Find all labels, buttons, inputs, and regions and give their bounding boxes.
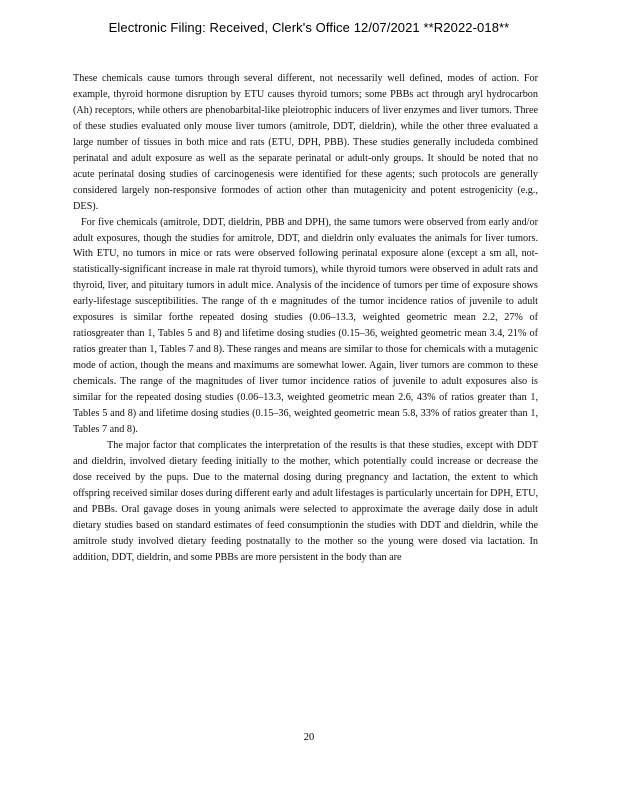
filing-header: Electronic Filing: Received, Clerk's Office 12/07/2021 **R2022-018** — [108, 20, 510, 35]
paragraph-2: For five chemicals (amitrole, DDT, dieldrin, PBB and DPH), the same tumors were observed from early and/or adult exposures, though the studies for amitrole, DDT, and dieldrin only evaluates the animals for liver tumors. With ETU, no tumors in mice or rats were observed following perinatal exposure alone (except a sm all, not-statistically-significant increase in male rat thyroid tumors), while thyroid tumors were observed in adult rats and thyroid, liver, and pituitary tumors in adult mice. Analysis of the incidence of tumors per time of exposure shows early-lifestage susceptibilities. The range of th e magnitudes of the tumor incidence ratios of juvenile to adult exposures is similar forthe repeated dosing studies (0.06–13.3, weighted geometric mean 2.2, 27% of ratiosgreater than 1, Tables 5 and 8) and lifetime dosing studies (0.15–36, weighted geometric mean 3.4, 21% of ratios greater than 1, Tables 7 and 8). These ranges and means are similar to those for chemicals with a mutagenic mode of action, though the means and maximums are somewhat lower. Again, liver tumors are common to these chemicals. The range of the magnitudes of liver tumor incidence ratios of juvenile to adult exposures also is similar for the repeated dosing studies (0.06–13.3, weighted geometric mean 2.6, 43% of ratios greater than 1, Tables 5 and 8) and lifetime dosing studies (0.15–36, weighted geometric mean 5.8, 33% of ratios greater than 1, Tables 7 and 8). — [73, 216, 538, 435]
body-text — [73, 71, 538, 566]
paragraph-3: The major factor that complicates the interpretation of the results is that these studies, except with DDT and dieldrin, involved dietary feeding initially to the mother, which potentially could increase or decrease the dose received by the pups. Due to the maternal dosing during pregnancy and lactation, the extent to which offspring received similar doses during different early and adult lifestages is particularly uncertain for DPH, ETU, and PBBs. Oral gavage doses in young animals were selected to approximate the average daily dose in adult dietary studies based on standard estimates of feed consumptionin the studies with DDT and dieldrin, while the amitrole study involved dietary feeding postnatally to the mother so the young were dosed via lactation. In addition, DDT, dieldrin, and some PBBs are more persistent in the body than are — [73, 439, 538, 563]
paragraph-1: These chemicals cause tumors through several different, not necessarily well defined, modes of action. For example, thyroid hormone disruption by ETU causes thyroid tumors; some PBBs act through aryl hydrocarbon (Ah) receptors, while others are phenobarbital-like pleiotrophic inducers of liver enzymes and liver tumors. Three of these studies evaluated only mouse liver tumors (amitrole, DDT, dieldrin), while the other three evaluated a large number of tissues in both mice and rats (ETU, DPH, PBB). These studies generally includeda combined perinatal and adult exposure as well as the separate perinatal or adult-only groups. It should be noted that no acute perinatal dosing studies of carcinogenesis were identified for these agents; such protocols are generally considered largely non-responsive formodes of action other than mutagenicity and potent estrogenicity (e.g., DES). — [73, 73, 538, 212]
page-number: 20 — [303, 732, 315, 743]
